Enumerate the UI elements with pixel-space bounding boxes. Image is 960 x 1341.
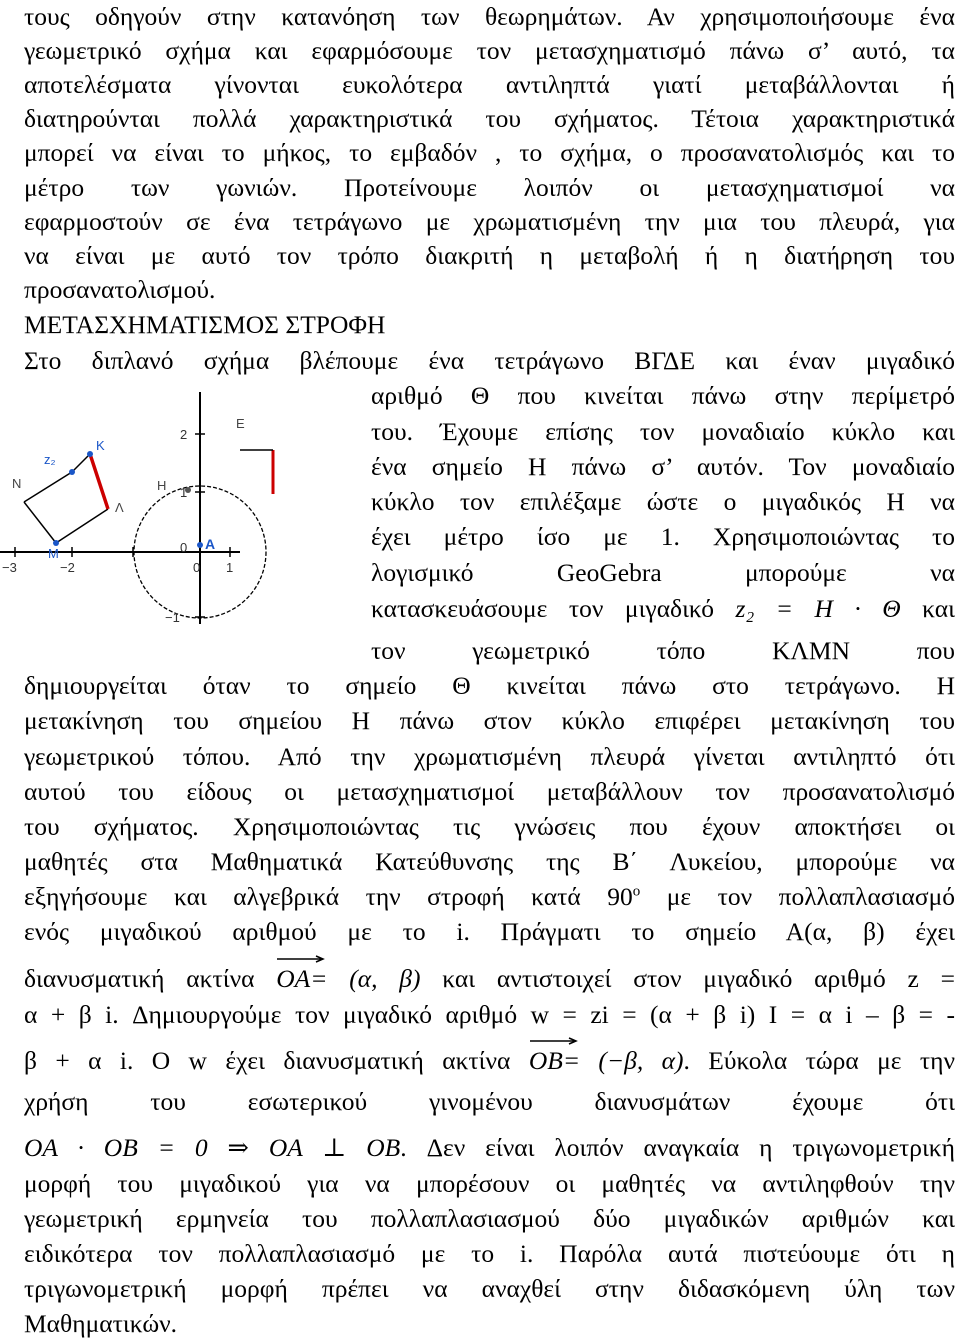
paragraph-line: μαθητές στα Μαθηματικά Κατεύθυνσης της Β΄ Λυκείου, μπορούμε να [24, 847, 955, 876]
point-label: A [205, 536, 216, 552]
text-segment: εξηγήσουμε και αλγεβρικά την στροφή κατά 90 [24, 882, 633, 911]
text-segment: . Δεν είναι λοιπόν αναγκαία η τριγωνομετρική [400, 1133, 955, 1162]
tick-label: 1 [226, 560, 234, 575]
paragraph-line: γεωμετρικού τόπου. Από την χρωματισμένη πλευρά γίνεται αντιληπτό ότι [24, 742, 955, 771]
locus-colored-side [90, 454, 108, 509]
paragraph-line: αποτελέσματα γίνονται ευκολότερα αντιληπτά γιατί μεταβάλλονται ή [24, 70, 955, 99]
paragraph-line: του σχήματος. Χρησιμοποιώντας τις γνώσεις που έχουν αποκτήσει οι [24, 812, 955, 841]
point-label: N [12, 476, 22, 491]
tick-label: 0 [193, 560, 201, 575]
paragraph-line: Μαθηματικών. [24, 1309, 178, 1338]
paragraph-line: κύκλο τον επιλέξαμε ώστε ο μιγαδικός Η να [371, 487, 955, 516]
paragraph-line: εφαρμοστούν σε ένα τετράγωνο με χρωματισμένη την μια του πλευρά, για [24, 207, 955, 236]
point-label: K [96, 438, 105, 453]
point-label: Λ [115, 500, 124, 515]
tick-label: 1 [180, 485, 188, 500]
vector-value: = (−β, α) [562, 1046, 684, 1075]
paragraph-line: χρήση του εσωτερικού γινομένου διανυσμάτων έχουμε ότι [24, 1087, 955, 1116]
vector-label: OA [276, 964, 311, 993]
paragraph-line: του. Έχουμε επίσης τον μοναδιαίο κύκλο και [371, 417, 955, 446]
paragraph-line: γεωμετρικό σχήμα και εφαρμόσουμε τον μετασχηματισμό πάνω σ’ αυτό, τα [24, 36, 955, 65]
paragraph-line: ένα σημείο Η πάνω σ’ αυτόν. Τον μοναδιαίο [371, 452, 955, 481]
z2-formula: z₂ = H · Θ [735, 594, 901, 623]
paragraph-line: τριγωνομετρική μορφή πρέπει να αναχθεί στην διδασκόμενη ύλη των [24, 1274, 955, 1303]
paragraph-line: διατηρούνται πολλά χαρακτηριστικά του σχήματος. Τέτοια χαρακτηριστικά [24, 104, 955, 133]
section-heading: ΜΕΤΑΣΧΗΜΑΤΙΣΜΟΣ ΣΤΡΟΦΗ [24, 310, 386, 339]
vector-label: OB [528, 1046, 563, 1075]
paragraph-line: μορφή του μιγαδικού για να μπορέσουν οι μαθητές να αντιληφθούν την [24, 1169, 955, 1198]
geogebra-figure [0, 392, 362, 624]
paragraph-line: λογισμικό GeoGebra μπορούμε να [371, 558, 955, 587]
paragraph-line: αυτού του είδους οι μετασχηματισμοί μεταβάλλουν τον προσανατολισμό [24, 777, 955, 806]
point-z2 [69, 469, 75, 475]
vector-oa [276, 962, 310, 996]
locus-side [72, 454, 90, 472]
locus-side [56, 509, 108, 543]
text-segment: κατασκευάσουμε τον μιγαδικό [371, 594, 714, 623]
paragraph-line [371, 592, 955, 626]
paragraph-line [24, 1131, 955, 1165]
paragraph-line: δημιουργείται όταν το σημείο Θ κινείται πάνω στο τετράγωνο. Η [24, 671, 955, 700]
paragraph-line: ειδικότερα τον πολλαπλασιασμό με το i. Παρόλα αυτά πιστεύουμε ότι η [24, 1239, 955, 1268]
point-k [87, 451, 93, 457]
paragraph-line: μπορεί να είναι το μήκος, το εμβαδόν , το σχήμα, ο προσανατολισμός και το [24, 138, 955, 167]
degree-mark: o [632, 883, 641, 900]
text-segment: και [922, 594, 956, 623]
point-label: z₂ [44, 452, 56, 467]
vector-value: = (α, β) [310, 964, 421, 993]
vector-ob [529, 1044, 563, 1078]
paragraph-line: τον γεωμετρικό τόπο ΚΛΜΝ που [371, 636, 955, 665]
paragraph-line: να είναι με αυτό τον τρόπο διακριτή η μεταβολή ή η διατήρηση του [24, 241, 955, 270]
paragraph-line [24, 880, 955, 914]
point-label: H [157, 478, 167, 493]
paragraph-line: αριθμό Θ που κινείται πάνω στην περίμετρό [371, 381, 955, 410]
text-segment: β + α i. Ο w έχει διανυσματική ακτίνα [24, 1046, 511, 1075]
paragraph-line [24, 962, 955, 996]
text-segment: με τον πολλαπλασιασμό [666, 882, 956, 911]
vector-arrow-icon [276, 955, 326, 963]
text-segment: και αντιστοιχεί στον μιγαδικό αριθμό z = [442, 964, 956, 993]
point-label: E [236, 416, 245, 431]
tick-label: 2 [180, 427, 188, 442]
paragraph-line: γεωμετρική ερμηνεία του πολλαπλασιασμού δύο μιγαδικών αριθμών και [24, 1204, 955, 1233]
paragraph-line: ενός μιγαδικού αριθμού με το i. Πράγματι το σημείο Α(α, β) έχει [24, 917, 955, 946]
locus-side [24, 502, 56, 543]
paragraph-line: μέτρο των γωνιών. Προτείνουμε λοιπόν οι μετασχηματισμοί να [24, 173, 955, 202]
paragraph-line: έχει μέτρο ίσο με 1. Χρησιμοποιώντας το [371, 522, 955, 551]
paragraph-line [24, 1044, 955, 1078]
text-segment: . Εύκολα τώρα με την [683, 1046, 956, 1075]
paragraph-line: τους οδηγούν στην κατανόηση των θεωρημάτων. Αν χρησιμοποιήσουμε ένα [24, 2, 955, 31]
paragraph-line: α + β i. Δημιουργούμε τον μιγαδικό αριθμό w = zi = (α + β i) I = α i – β = - [24, 1000, 955, 1029]
vector-arrow-icon [529, 1037, 579, 1045]
point-a [197, 542, 203, 548]
tick-label: −2 [60, 560, 75, 575]
paragraph-line: Στο διπλανό σχήμα βλέπουμε ένα τετράγωνο ΒΓΔΕ και έναν μιγαδικό [24, 346, 955, 375]
text-segment: διανυσματική ακτίνα [24, 964, 255, 993]
point-label: M [48, 546, 59, 561]
dot-product-formula: OA · OB = 0 ⇒ OA ⊥ OB [24, 1133, 401, 1162]
locus-side [24, 472, 72, 502]
tick-label: −3 [2, 560, 17, 575]
paragraph-line: προσανατολισμού. [24, 275, 216, 304]
paragraph-line: μετακίνηση του σημείου Η πάνω στον κύκλο επιφέρει μετακίνηση του [24, 706, 955, 735]
tick-label: 0 [180, 540, 188, 555]
tick-label: −1 [165, 610, 180, 624]
